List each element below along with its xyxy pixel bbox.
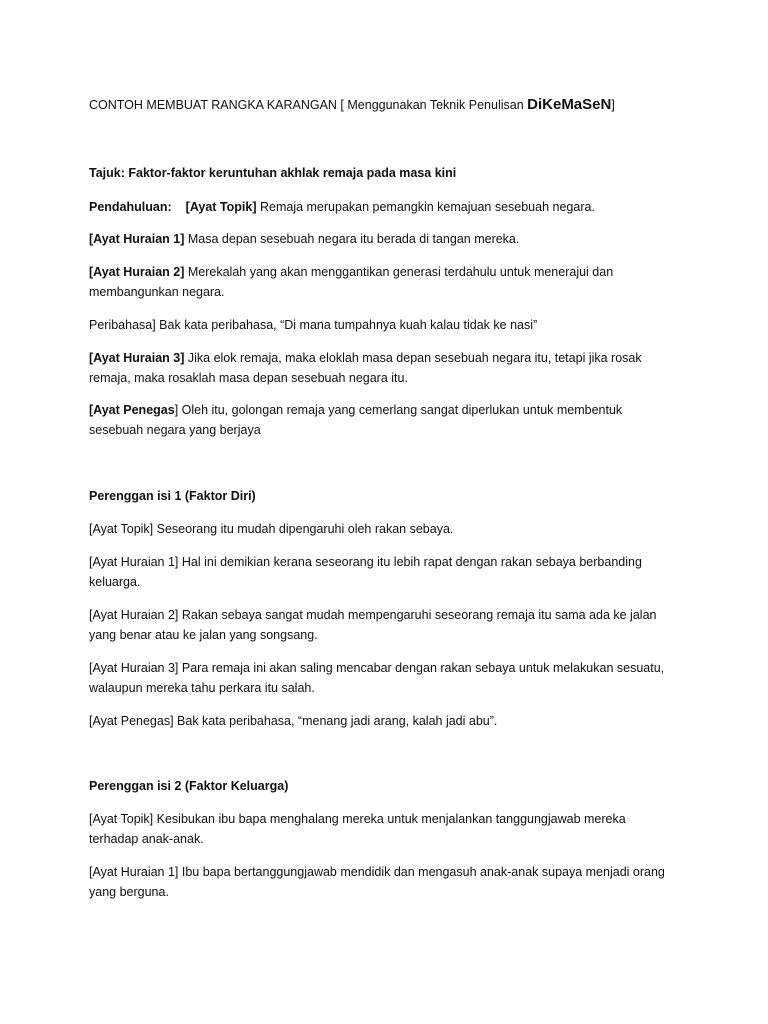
intro-penegas-line1 bbox=[89, 402, 622, 418]
intro-huraian1-tag: [Ayat Huraian 1] bbox=[89, 232, 185, 246]
intro-huraian3-tag: [Ayat Huraian 3] bbox=[89, 351, 185, 365]
section1-huraian2-line2: yang benar atau ke jalan yang songsang. bbox=[89, 628, 318, 642]
heading-emphasis: DiKeMaSeN bbox=[527, 96, 612, 113]
intro-huraian3-line2: remaja, maka rosaklah masa depan sesebuah negara itu. bbox=[89, 371, 408, 385]
intro-topic-line bbox=[89, 199, 595, 215]
intro-huraian1-text: Masa depan sesebuah negara itu berada di tangan mereka. bbox=[184, 232, 520, 246]
document-page bbox=[89, 0, 689, 1024]
intro-topic-text: Remaja merupakan pemangkin kemajuan sesebuah negara. bbox=[256, 200, 595, 214]
heading-prefix: CONTOH MEMBUAT RANGKA KARANGAN [ Menggunakan Teknik Penulisan bbox=[89, 98, 528, 112]
document-heading bbox=[89, 97, 615, 113]
section1-huraian3-line1: [Ayat Huraian 3] Para remaja ini akan saling mencabar dengan rakan sebaya untuk melakukan sesuatu, bbox=[89, 661, 665, 675]
intro-huraian2-tag: [Ayat Huraian 2] bbox=[89, 265, 185, 279]
intro-huraian2-line1 bbox=[89, 264, 613, 280]
section1-huraian1-line1: [Ayat Huraian 1] Hal ini demikian kerana seseorang itu lebih rapat dengan rakan sebaya berbanding bbox=[89, 555, 642, 569]
section2-heading: Perenggan isi 2 (Faktor Keluarga) bbox=[89, 779, 289, 793]
intro-huraian3-text: Jika elok remaja, maka eloklah masa depan sesebuah negara itu, tetapi jika rosak bbox=[184, 351, 642, 365]
heading-suffix: ] bbox=[611, 98, 615, 112]
section2-huraian1-line1: [Ayat Huraian 1] Ibu bapa bertanggungjawab mendidik dan mengasuh anak-anak supaya menjadi orang bbox=[89, 865, 665, 879]
section2-topic-line1: [Ayat Topik] Kesibukan ibu bapa menghalang mereka untuk menjalankan tanggungjawab mereka bbox=[89, 812, 626, 826]
intro-huraian1-line bbox=[89, 231, 519, 247]
section1-heading: Perenggan isi 1 (Faktor Diri) bbox=[89, 489, 256, 503]
intro-huraian2-line2: membangunkan negara. bbox=[89, 285, 225, 299]
section1-penegas: [Ayat Penegas] Bak kata peribahasa, “menang jadi arang, kalah jadi abu”. bbox=[89, 714, 498, 728]
section1-huraian3-line2: walaupun mereka tahu perkara itu salah. bbox=[89, 681, 315, 695]
intro-penegas-text: ] Oleh itu, golongan remaja yang cemerlang sangat diperlukan untuk membentuk bbox=[174, 403, 623, 417]
section1-huraian1-line2: keluarga. bbox=[89, 575, 141, 589]
section2-topic-line2: terhadap anak-anak. bbox=[89, 832, 204, 846]
intro-huraian2-text: Merekalah yang akan menggantikan generasi terdahulu untuk menerajui dan bbox=[184, 265, 614, 279]
intro-penegas-line2: sesebuah negara yang berjaya bbox=[89, 423, 261, 437]
intro-label: Pendahuluan: bbox=[89, 200, 172, 214]
section1-topic: [Ayat Topik] Seseorang itu mudah dipengaruhi oleh rakan sebaya. bbox=[89, 522, 454, 536]
intro-peribahasa-line: Peribahasa] Bak kata peribahasa, “Di mana tumpahnya kuah kalau tidak ke nasi” bbox=[89, 318, 538, 332]
section1-huraian2-line1: [Ayat Huraian 2] Rakan sebaya sangat mudah mempengaruhi seseorang remaja itu sama ada ke jalan bbox=[89, 608, 657, 622]
intro-huraian3-line1 bbox=[89, 350, 642, 366]
essay-title: Tajuk: Faktor-faktor keruntuhan akhlak remaja pada masa kini bbox=[89, 166, 457, 180]
intro-penegas-tag: [Ayat Penegas bbox=[89, 403, 175, 417]
intro-topic-tag: [Ayat Topik] bbox=[185, 200, 257, 214]
section2-huraian1-line2: yang berguna. bbox=[89, 885, 169, 899]
